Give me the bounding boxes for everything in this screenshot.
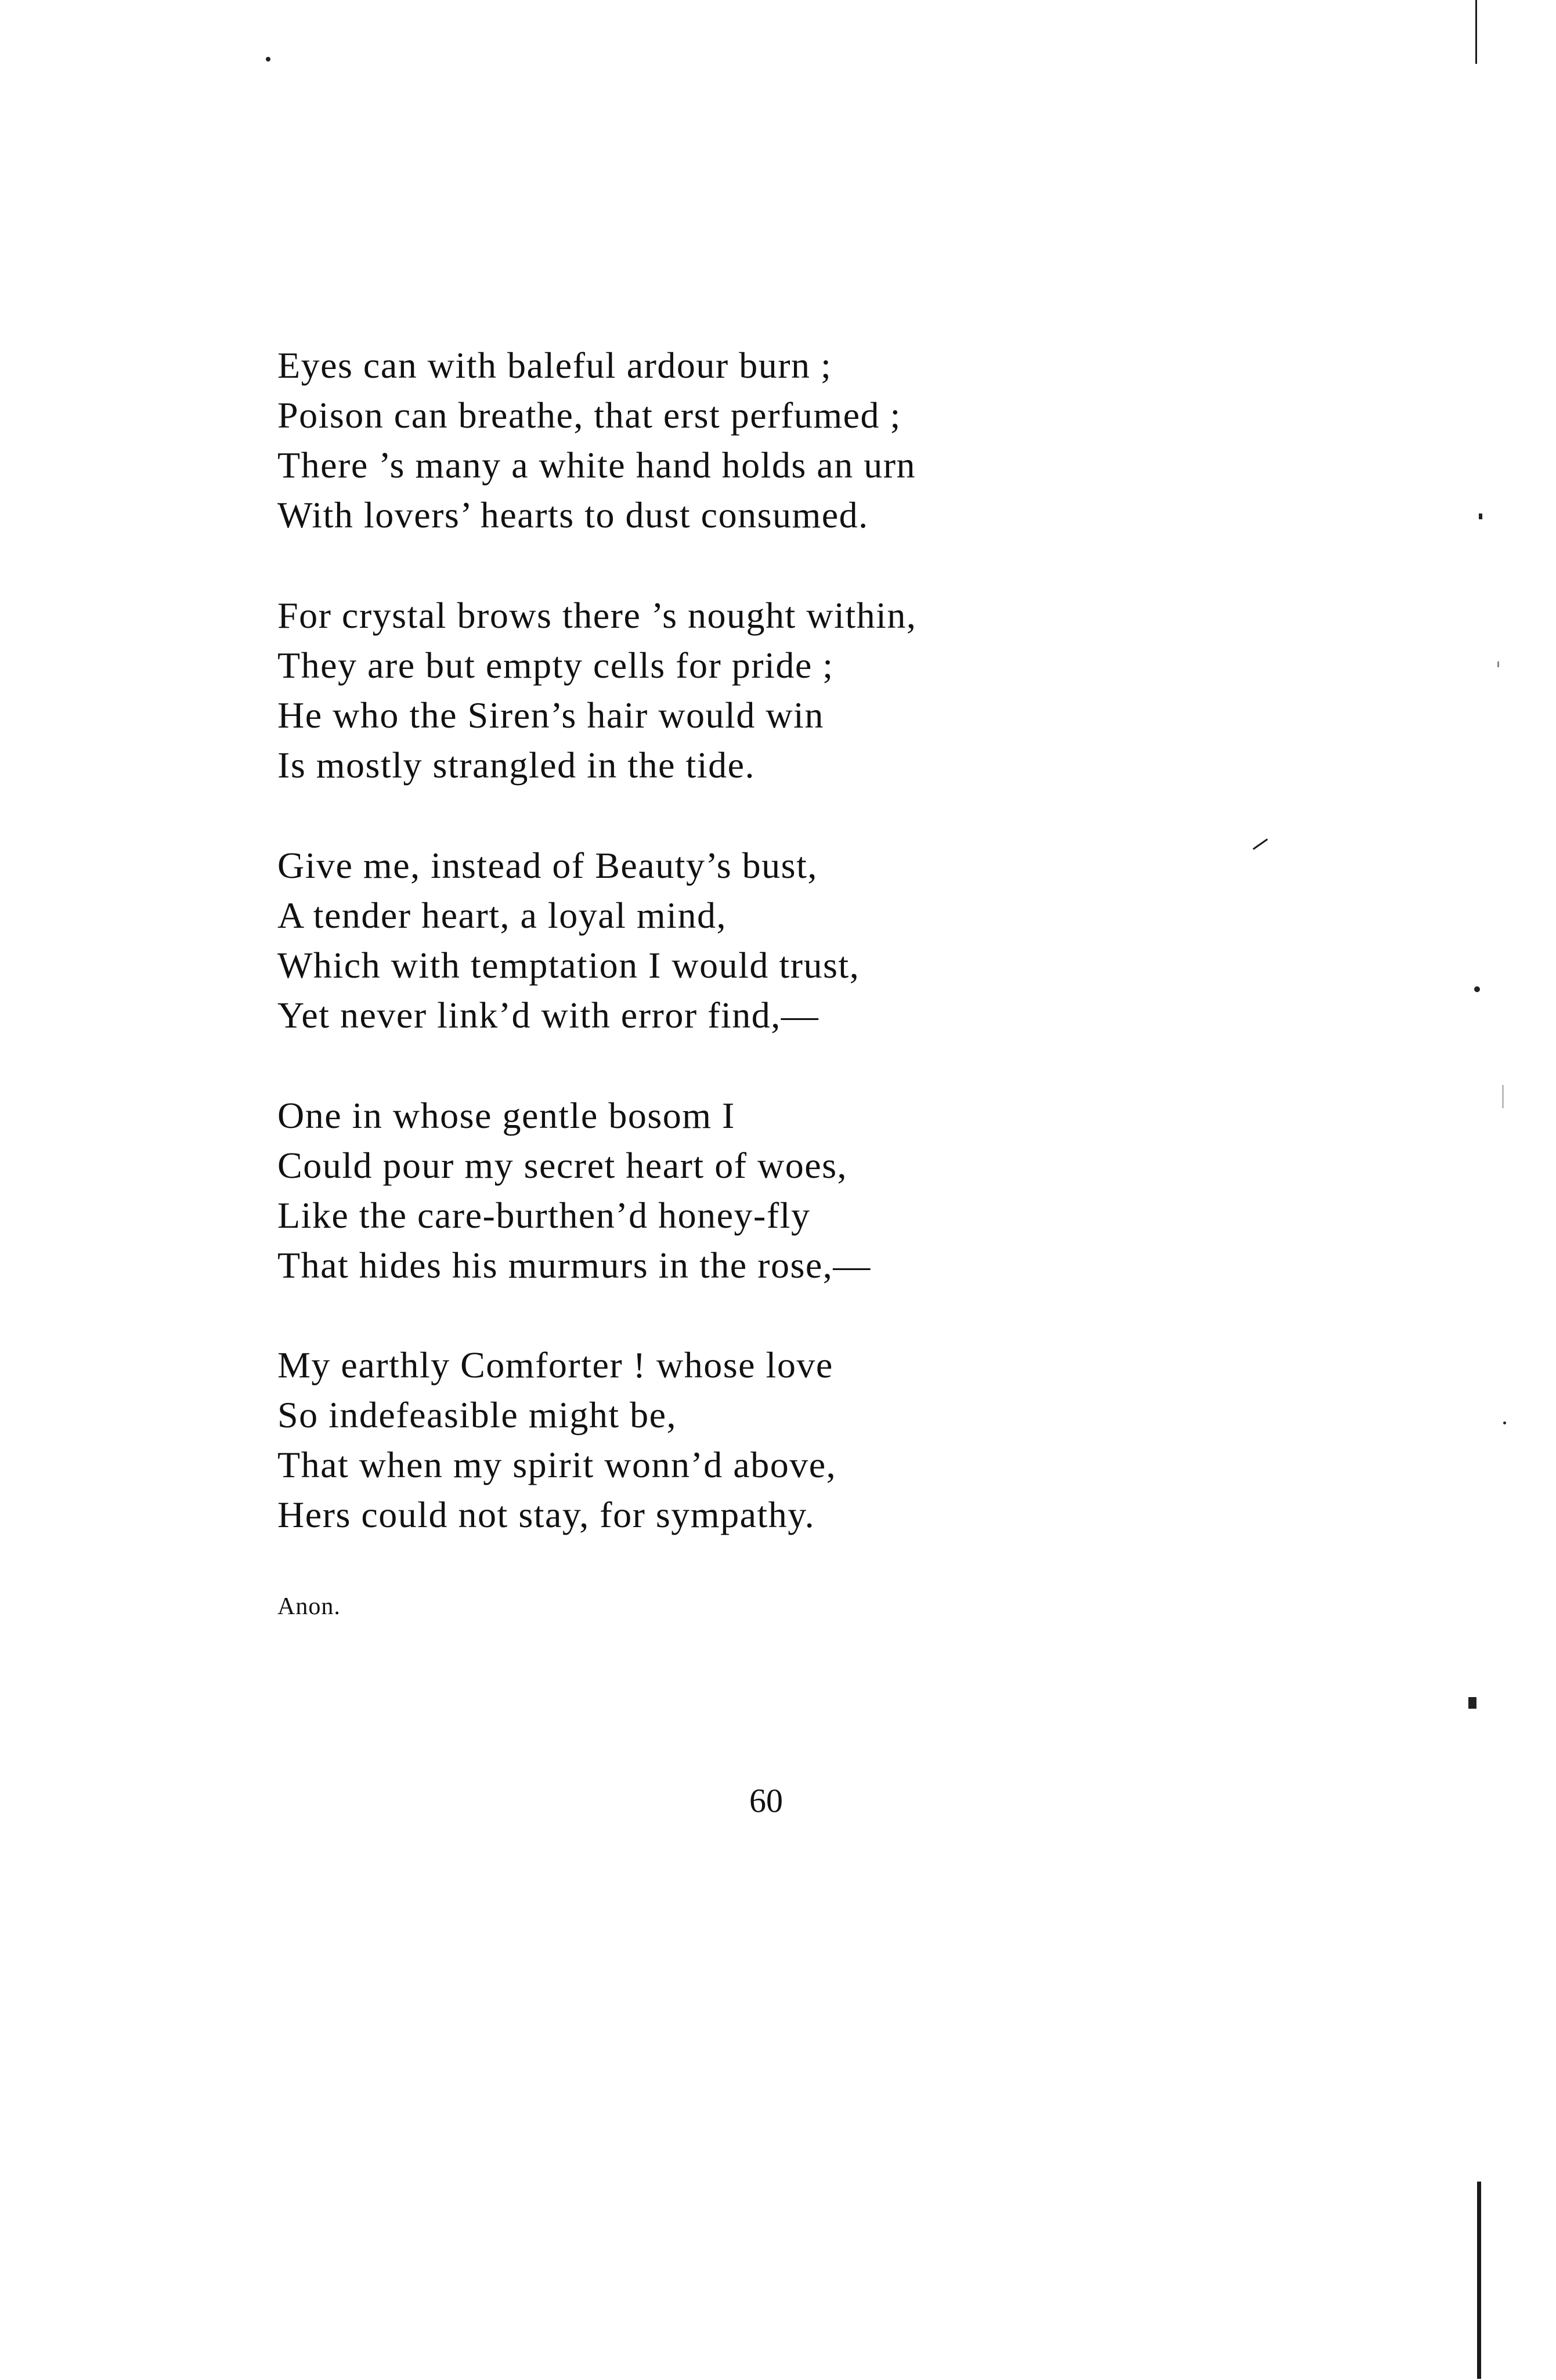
scan-speck (1474, 986, 1480, 992)
poem-line: Which with temptation I would trust, (277, 945, 860, 986)
scan-stray-mark (1252, 838, 1268, 850)
scan-edge-mark (1477, 2182, 1481, 2379)
poem-line: That when my spirit wonn’d above, (277, 1444, 837, 1485)
poem-line: Could pour my secret heart of woes, (277, 1145, 848, 1186)
poem-line: Give me, instead of Beauty’s bust, (277, 845, 818, 886)
poem-line: Like the care-burthen’d honey-fly (277, 1195, 811, 1236)
stanza-2 (277, 591, 916, 790)
poem-line: There ’s many a white hand holds an urn (277, 444, 916, 486)
scan-speck (1502, 1085, 1504, 1108)
stanza-3 (277, 841, 860, 1040)
scan-speck (1468, 1697, 1476, 1709)
stanza-4 (277, 1091, 871, 1290)
poem-line: My earthly Comforter ! whose love (277, 1344, 833, 1386)
scan-speck (1503, 1422, 1506, 1424)
poem-attribution: Anon. (277, 1593, 341, 1620)
poem-line: Is mostly strangled in the tide. (277, 744, 755, 786)
poem-line: Hers could not stay, for sympathy. (277, 1494, 815, 1535)
poem-line: For crystal brows there ’s nought within, (277, 595, 917, 636)
stanza-1 (277, 341, 916, 540)
poem-line: So indefeasible might be, (277, 1394, 677, 1435)
poem-line: They are but empty cells for pride ; (277, 645, 834, 686)
scan-edge-mark (1475, 0, 1477, 64)
poem-line: That hides his murmurs in the rose,— (277, 1245, 871, 1286)
poem-line: Poison can breathe, that erst perfumed ; (277, 395, 901, 436)
scan-speck (1479, 513, 1482, 519)
poem-line: Yet never link’d with error find,— (277, 994, 819, 1036)
stanza-5 (277, 1340, 836, 1540)
poem-line: With lovers’ hearts to dust consumed. (277, 494, 869, 536)
poem-line: Eyes can with baleful ardour burn ; (277, 345, 832, 386)
poem-line: He who the Siren’s hair would win (277, 695, 824, 736)
poem-line: One in whose gentle bosom I (277, 1095, 735, 1136)
page-number: 60 (749, 1782, 783, 1820)
scan-speck (266, 57, 270, 62)
scan-speck (1497, 661, 1499, 667)
poem-line: A tender heart, a loyal mind, (277, 895, 727, 936)
